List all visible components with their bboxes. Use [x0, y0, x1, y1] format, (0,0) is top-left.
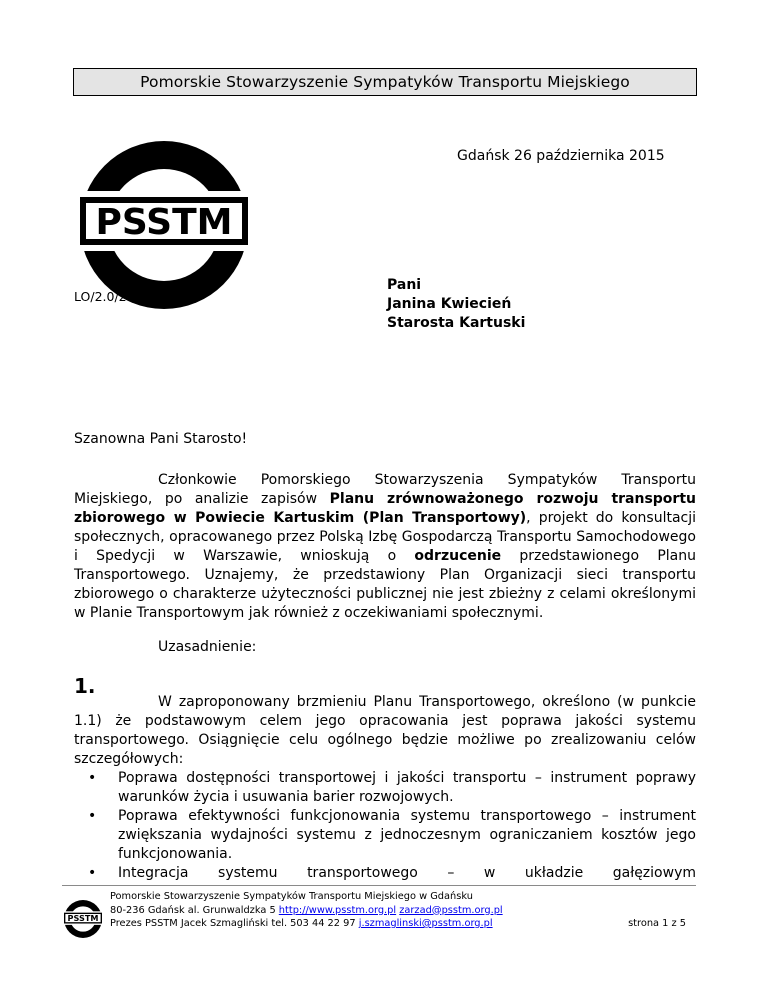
- list-item-text: Poprawa dostępności transportowej i jakości transportu – instrument poprawy warunków życia i usuwania barier rozwojowych.: [118, 770, 696, 805]
- reference-number: LO/2.0/2015/V: [74, 289, 164, 304]
- footer: [110, 890, 696, 931]
- email-link[interactable]: zarzad@psstm.org.pl: [399, 904, 503, 916]
- page-number: strona 1 z 5: [628, 918, 686, 929]
- body-text-run: przedstawionego Planu Transportowego. Uznajemy, że przedstawiony Plan Organizacji sieci transportu zbiorowego o charakterze użyteczności publicznej nie jest zbieżny z celami określonymi w Planie Transportowym jak również z oczekiwaniami społecznymi.: [74, 548, 696, 621]
- list-item: • Poprawa efektywności funkcjonowania systemu transportowego – instrument zwiększania wydajności systemu z jednoczesnym ograniczaniem kosztów jego funkcjonowania.: [88, 808, 696, 862]
- list-item-text: Poprawa efektywności funkcjonowania systemu transportowego – instrument zwiększania wydajności systemu z jednoczesnym ograniczaniem kosztów jego funkcjonowania.: [118, 808, 696, 862]
- list-item-text: Integracja systemu transportowego – w układzie gałęziowym: [118, 865, 696, 881]
- salutation: Szanowna Pani Starosto!: [74, 431, 248, 447]
- body-text-run: , projekt do konsultacji społecznych, opracowanego przez Polską Izbę Gospodarczą Transportu Samochodowego i Spedycji w Warszawie, wnioskują o: [74, 510, 696, 564]
- psstm-logo: [80, 141, 248, 309]
- section-number: 1.: [74, 674, 96, 698]
- addressee-line: Janina Kwiecień: [387, 296, 512, 312]
- footer-logo: [64, 900, 102, 938]
- body-paragraph: [74, 471, 696, 623]
- addressee-line: Starosta Kartuski: [387, 315, 526, 331]
- objectives-list: [74, 769, 696, 883]
- logo-text: PSSTM: [95, 202, 233, 243]
- letter-date: Gdańsk 26 października 2015: [457, 148, 665, 164]
- footer-address: 80-236 Gdańsk al. Grunwaldzka 5: [110, 904, 276, 916]
- footer-address-line: [110, 904, 696, 918]
- section-body: [74, 693, 696, 883]
- footer-contact-line: [110, 917, 696, 931]
- plan-title-bold: Planu zrównoważonego rozwoju transportu zbiorowego w Powiecie Kartuskim (Plan Transportowy): [74, 491, 696, 526]
- footer-divider: [62, 885, 696, 886]
- list-item: • Integracja systemu transportowego – w układzie gałęziowym: [88, 865, 696, 881]
- list-item: • Poprawa dostępności transportowej i jakości transportu – instrument poprawy warunków życia i usuwania barier rozwojowych.: [88, 770, 696, 805]
- footer-logo-text: PSSTM: [67, 913, 99, 924]
- email-link-president[interactable]: j.szmaglinski@psstm.org.pl: [358, 918, 493, 929]
- section-paragraph: W zaproponowany brzmieniu Planu Transportowego, określono (w punkcie 1.1) że podstawowym celem jego opracowania jest poprawa jakości systemu transportowego. Osiągnięcie celu ogólnego będzie możliwe po zrealizowaniu celów szczegółowych:: [74, 694, 696, 767]
- footer-org: Pomorskie Stowarzyszenie Sympatyków Transportu Miejskiego w Gdańsku: [110, 891, 473, 902]
- header-title: Pomorskie Stowarzyszenie Sympatyków Transportu Miejskiego: [140, 73, 630, 91]
- rejection-bold: odrzucenie: [414, 548, 502, 564]
- justification-heading: Uzasadnienie:: [158, 639, 257, 655]
- body-text-run: Członkowie Pomorskiego Stowarzyszenia Sympatyków Transportu Miejskiego, po analizie zapisów: [74, 472, 696, 507]
- addressee-line: Pani: [387, 277, 422, 293]
- footer-contact: Prezes PSSTM Jacek Szmagliński tel. 503 44 22 97: [110, 918, 356, 929]
- website-link[interactable]: http://www.psstm.org.pl: [278, 904, 397, 916]
- header-title-box: [73, 68, 697, 96]
- addressee-block: [387, 276, 525, 333]
